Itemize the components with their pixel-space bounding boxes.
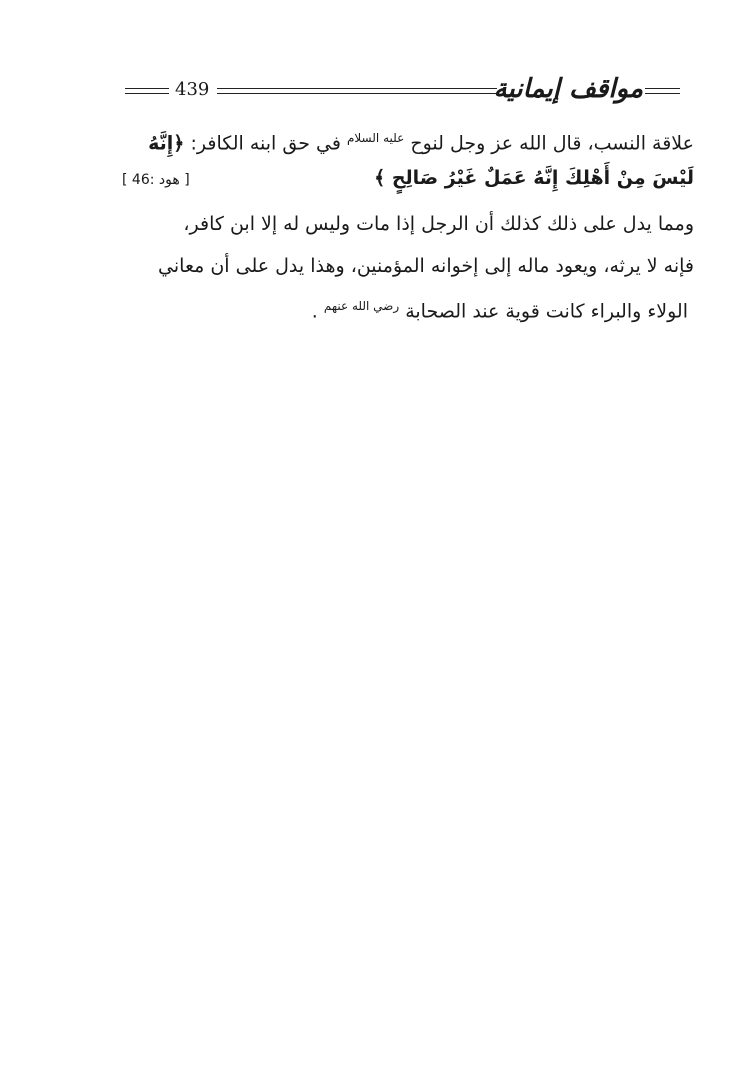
honorific-radiyallahu-anhum: رضي الله عنهم bbox=[323, 299, 400, 313]
paragraph2-line1 bbox=[183, 206, 694, 242]
header-rule-middle bbox=[217, 88, 497, 94]
paragraph1-line1-text: علاقة النسب، قال الله عز وجل لنوح bbox=[410, 132, 694, 155]
paragraph2-line3 bbox=[312, 288, 688, 324]
paragraph2-line1-text: ومما يدل على ذلك كذلك أن الرجل إذا مات وليس له إلا ابن كافر، bbox=[183, 213, 694, 235]
paragraph2-line3-end: . bbox=[311, 300, 318, 323]
running-header bbox=[125, 74, 680, 108]
paragraph2-line3-text: الولاء والبراء كانت قوية عند الصحابة bbox=[405, 300, 688, 323]
paragraph2-line2 bbox=[158, 248, 694, 284]
verse-reference: [ هود :46 ] bbox=[122, 172, 190, 188]
header-rule-right bbox=[645, 88, 680, 94]
quran-verse-open: ﴿إِنَّهُ bbox=[148, 132, 185, 155]
paragraph1-line2 bbox=[374, 160, 694, 196]
header-rule-left bbox=[125, 88, 169, 94]
running-title: مواقف إيمانية bbox=[493, 74, 643, 104]
paragraph1-line1-cont: في حق ابنه الكافر: bbox=[190, 132, 341, 155]
honorific-alayhi-salam: عليه السلام bbox=[346, 131, 405, 145]
body-text bbox=[122, 120, 694, 323]
quran-verse: لَيْسَ مِنْ أَهْلِكَ إِنَّهُ عَمَلٌ غَيْرُ صَالِحٍ ﴾ bbox=[374, 167, 694, 189]
paragraph1-line1 bbox=[148, 120, 694, 156]
paragraph2-line2-text: فإنه لا يرثه، ويعود ماله إلى إخوانه المؤمنين، وهذا يدل على أن معاني bbox=[158, 255, 694, 277]
page-number: 439 bbox=[175, 79, 210, 100]
